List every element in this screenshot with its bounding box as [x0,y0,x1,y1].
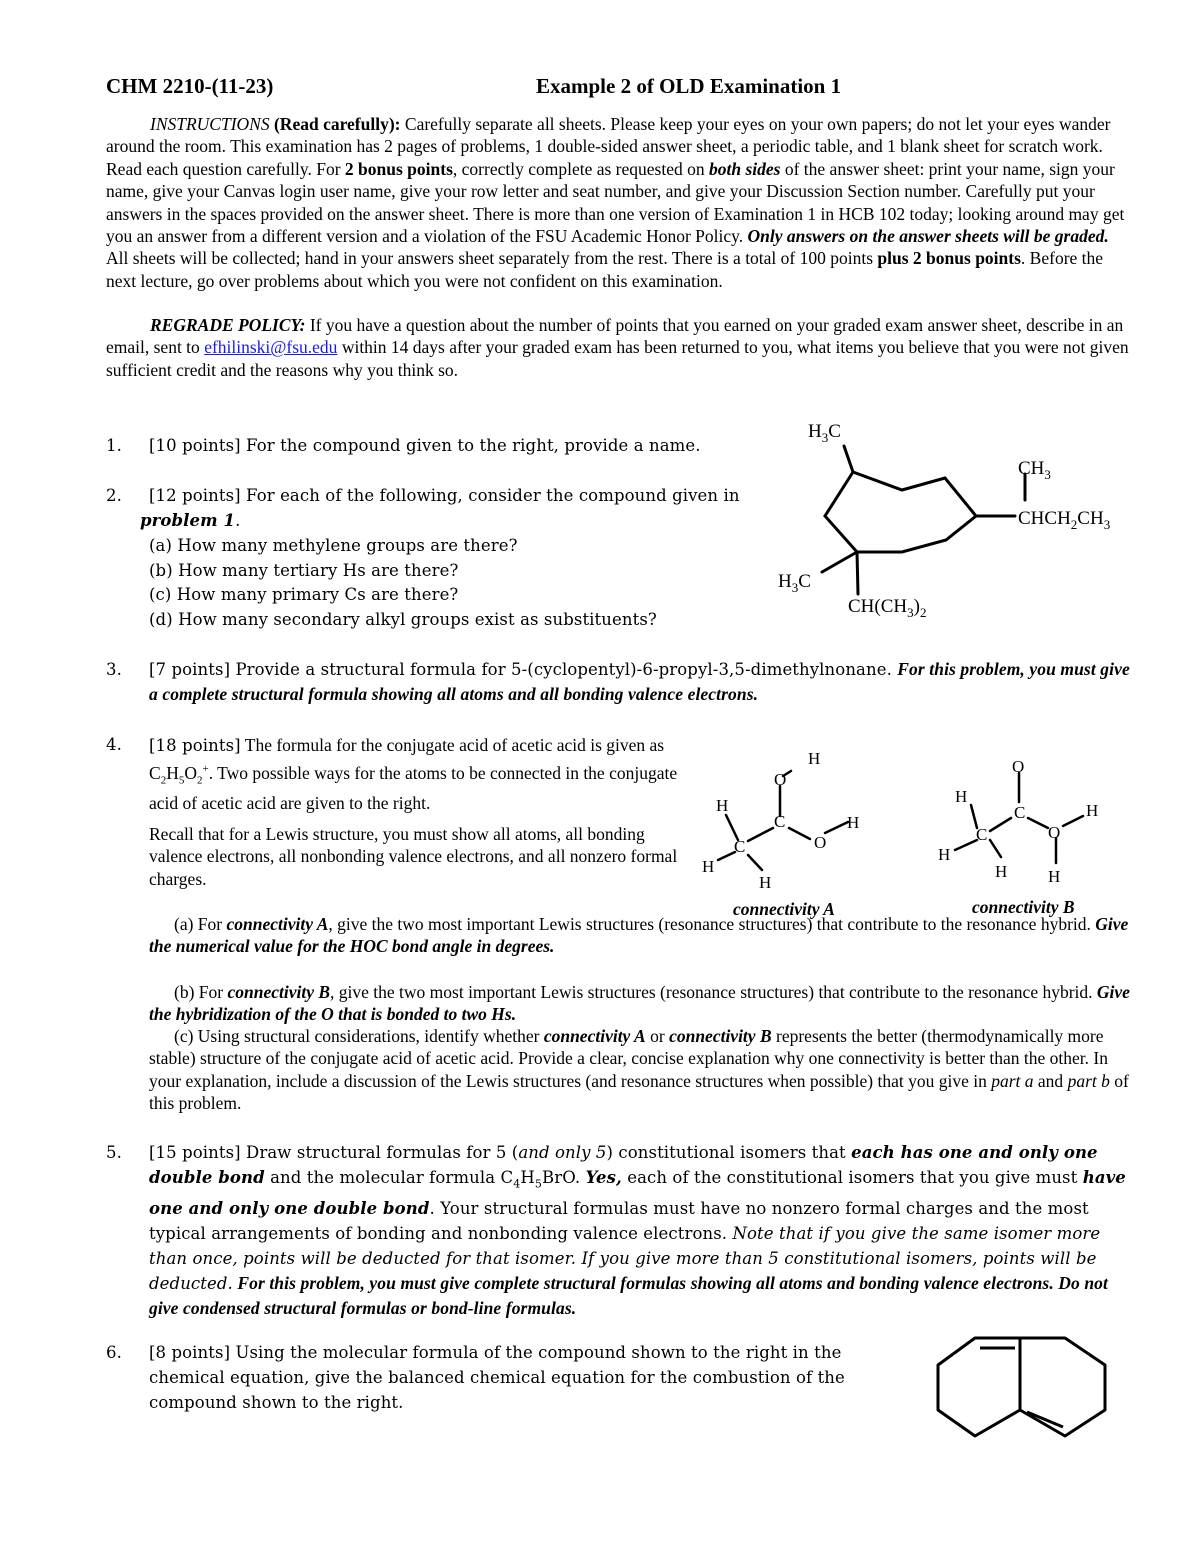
label-h3c-top: $H_3C$ [808,421,841,445]
q3-text: [7 points] Provide a structural formula for 5-(cyclopentyl)-6-propyl-3,5-dimethylnonane. [149,660,898,679]
q4-recall: Recall that for a Lewis structure, you must show all atoms, all bonding valence electrons, all nonbonding valence electrons, and all nonzero formal charges. [149,824,678,889]
atom-b-h-left: H [938,845,951,864]
q4-b-text-1: (b) For [174,982,228,1002]
q4-c-conn-b: connectivity B [669,1026,772,1046]
atom-a-h-bottom: H [759,873,772,892]
page-title: Example 2 of OLD Examination 1 [536,74,842,98]
q4-c-part-b: part b [1067,1070,1110,1091]
course-code: CHM 2210-(11-23) [106,74,274,98]
q4-part-b [149,981,1134,1026]
q5-bold-2: have one and only one double bond [149,1168,1126,1219]
atom-a-o2: O [814,833,827,852]
plus-bonus-text: plus 2 bonus points [877,248,1021,269]
q4-number: 4. [106,735,122,754]
label-ch-ch3-2: $CH(CH_3)_2$ [848,596,927,620]
q3-paragraph [149,657,1139,707]
atom-b-h-upper-left: H [955,787,968,806]
atom-a-o1: O [774,770,787,789]
atom-a-h-left: H [702,857,715,876]
q4-c-text-4: of this problem. [149,1070,1129,1114]
q5-text-1: [15 points] Draw structural formulas for 5 ( [149,1143,519,1162]
q2-part-a: (a) How many methylene groups are there? [149,536,518,555]
q5-text-3b: BrO. [542,1168,586,1187]
atom-b-h-bottom: H [1048,867,1061,886]
only-answers-text: Only answers on the answer sheets will be graded. [747,226,1109,247]
q5-yes: Yes, [585,1168,622,1187]
q4-a-text-1: (a) For [174,914,227,934]
label-ch3: $CH_3$ [1018,458,1051,482]
q5-text-3: and the molecular formula C [264,1168,514,1187]
email-link[interactable]: efhilinski@fsu.edu [204,337,338,358]
q1-text: [10 points] For the compound given to the right, provide a name. [149,436,701,455]
q4-c-text-1: (c) Using structural considerations, identify whether [174,1026,544,1046]
label-chch2ch3: $CHCH_2CH_3$ [1018,508,1111,532]
q4-part-a [149,913,1134,958]
q4-c-text-3: represents the better (thermodynamically more stable) structure of the conjugate acid of acetic acid. Provide a clear, concise explanation why one connectivity is better than the other. In your explanation, include a discussion of the Lewis structures (and resonance structures when possible) that you give in [149,1026,1108,1091]
q2-reference: problem 1. [140,511,241,530]
q5-text-4: each of the constitutional isomers that you give must [621,1168,1083,1187]
q2-reference-text: problem 1 [140,511,236,530]
regrade-paragraph [106,314,1130,381]
regrade-text-1: If you have a question about the number of points that you earned on your graded exam answer sheet, describe in an email, sent to [106,315,1124,358]
atom-a-h-upper-left: H [716,796,729,815]
q2-part-b: (b) How many tertiary Hs are there? [149,561,459,580]
atom-a-c2: C [734,837,746,856]
q4-a-bold: Give the numerical value for the HOC bond angle in degrees. [149,914,1129,957]
q2-part-c: (c) How many primary Cs are there? [149,585,459,604]
regrade-label: REGRADE POLICY: [150,315,306,335]
q5-bold-italic: For this problem, you must give complete structural formulas showing all atoms and bonding valence electrons. Do not give condensed structural formulas or bond-line formulas. [149,1273,1108,1319]
q2-text: [12 points] For each of the following, consider the compound given in [149,486,740,505]
q5-text-2: ) constitutional isomers that [606,1143,852,1162]
instructions-text-1: Carefully separate all sheets. Please keep your eyes on your own papers; do not let your eyes wander around the room. This examination has 2 pages of problems, 1 double-sided answer sheet, a periodic table, and 1 blank sheet for scratch work. Read each question carefully. For [106,114,1111,179]
q4-a-conn: connectivity A [226,914,329,934]
q5-paragraph: [15 points] Draw structural formulas for 5 (and only 5) constitutional isomers that each has one and only one double bond and the molecular formula $C_4H_5BrO$. Yes, each of the constitutional isomers that you give must have one and only one double bond. Your structural formulas must have no nonzero formal charges and the most typical arrangements of bonding and nonbonding valence electrons. Note that if you give the same isomer more than once, points will be deducted for that isomer. If you give more than 5 constitutional isomers, points will be deducted. For this problem, you must give complete structural formulas showing all atoms and bonding valence electrons. Do not give condensed structural formulas or bond-line formulas. [149,1143,1126,1319]
q4-points: [18 points] [149,736,241,755]
q4-c-and: and [1033,1070,1068,1091]
q2-part-d: (d) How many secondary alkyl groups exist as substituents? [149,610,657,629]
q3-bold-text: For this problem, you must give a complete structural formula showing all atoms and all bonding valence electrons. [149,659,1130,704]
instructions-text-4: All sheets will be collected; hand in your answers sheet separately from the rest. There is a total of 100 points [106,248,878,269]
q5-text-5: . Your structural formulas must have no nonzero formal charges and the most typical arrangements of bonding and nonbonding valence electrons. [149,1199,1089,1244]
q4-b-conn: connectivity B [227,982,331,1002]
connectivity-b-label: connectivity B [972,897,1075,917]
q4-text-2: . Two possible ways for the atoms to be connected in the conjugate acid of acetic acid are given to the right. [149,762,678,813]
instructions-label: INSTRUCTIONS [150,114,270,134]
q4-b-text-2: , give the two most important Lewis structures (resonance structures) that contribute to the resonance hybrid. [330,982,1097,1002]
q4-c-text-2: or [645,1026,670,1046]
q1-number: 1. [106,436,122,455]
instructions-text-5: . Before the next lecture, go over problems about which you were not confident on this examination. [106,248,1104,291]
q4-intro: [18 points] The formula for the conjugate acid of acetic acid is given as $C_2H_5O_2^+$. Two possible ways for the atoms to be connected in the conjugate acid of acetic acid are given to the right. [149,735,678,813]
atom-a-c1: C [774,812,786,831]
compound-structure-1 [770,412,1140,622]
q5-bold-1: each has one and only one double bond [149,1143,1098,1187]
q6-number: 6. [106,1343,122,1362]
q4-c-part-a: part a [991,1070,1034,1091]
atom-b-h-lower: H [995,862,1008,881]
instructions-text-3: of the answer sheet: print your name, sign your name, give your Canvas login user name, give your row letter and seat number, and give your Discussion Section number. Carefully put your answers in the spaces provided on the answer sheet. There is more than one version of Examination 1 in HCB 102 today; looking around may get you an answer from a different version and a violation of the FSU Academic Honor Policy. [106,158,1125,247]
q4-part-c [149,1025,1134,1115]
atom-a-h-right: H [847,813,860,832]
atom-b-o2: O [1048,823,1061,842]
q2-number: 2. [106,486,122,505]
q4-text-1: The formula for the conjugate acid of acetic acid is given as C [149,735,665,783]
instructions-paragraph [106,113,1130,292]
atom-b-c1: C [1014,803,1026,822]
label-h3c-bottom: $H_3C$ [778,571,811,595]
regrade-text-2: within 14 days after your graded exam has been returned to you, what items you believe that you were not given sufficient credit and the reasons why you think so. [106,337,1129,380]
atom-b-o1: O [1012,757,1025,776]
instructions-label-suffix: (Read carefully): [269,114,401,134]
q5-number: 5. [106,1143,122,1162]
q5-and-only: and only 5 [518,1143,607,1162]
q5-italic: Note that if you give the same isomer more than once, points will be deducted for that isomer. If you give more than 5 constitutional isomers, points will be deducted. [149,1224,1101,1294]
q6-text: [8 points] Using the molecular formula of the compound shown to the right in the chemical equation, give the balanced chemical equation for the combustion of the compound shown to the right. [149,1343,845,1412]
q3-number: 3. [106,660,122,679]
atom-b-h-right: H [1086,801,1099,820]
q4-a-text-2: , give the two most important Lewis structures (resonance structures) that contribute to the resonance hybrid. [328,914,1096,934]
atom-a-h-top: H [808,749,821,768]
q4-b-bold: Give the hybridization of the O that is bonded to two Hs. [149,982,1130,1025]
instructions-text-2: , correctly complete as requested on [452,158,709,179]
bicyclic-compound-structure [925,1330,1115,1445]
atom-b-c2: C [976,825,988,844]
connectivity-a-label: connectivity A [733,899,835,919]
bonus-points-text: 2 bonus points [344,158,453,179]
both-sides-text: both sides [708,158,781,179]
q4-c-conn-a: connectivity A [543,1026,646,1046]
